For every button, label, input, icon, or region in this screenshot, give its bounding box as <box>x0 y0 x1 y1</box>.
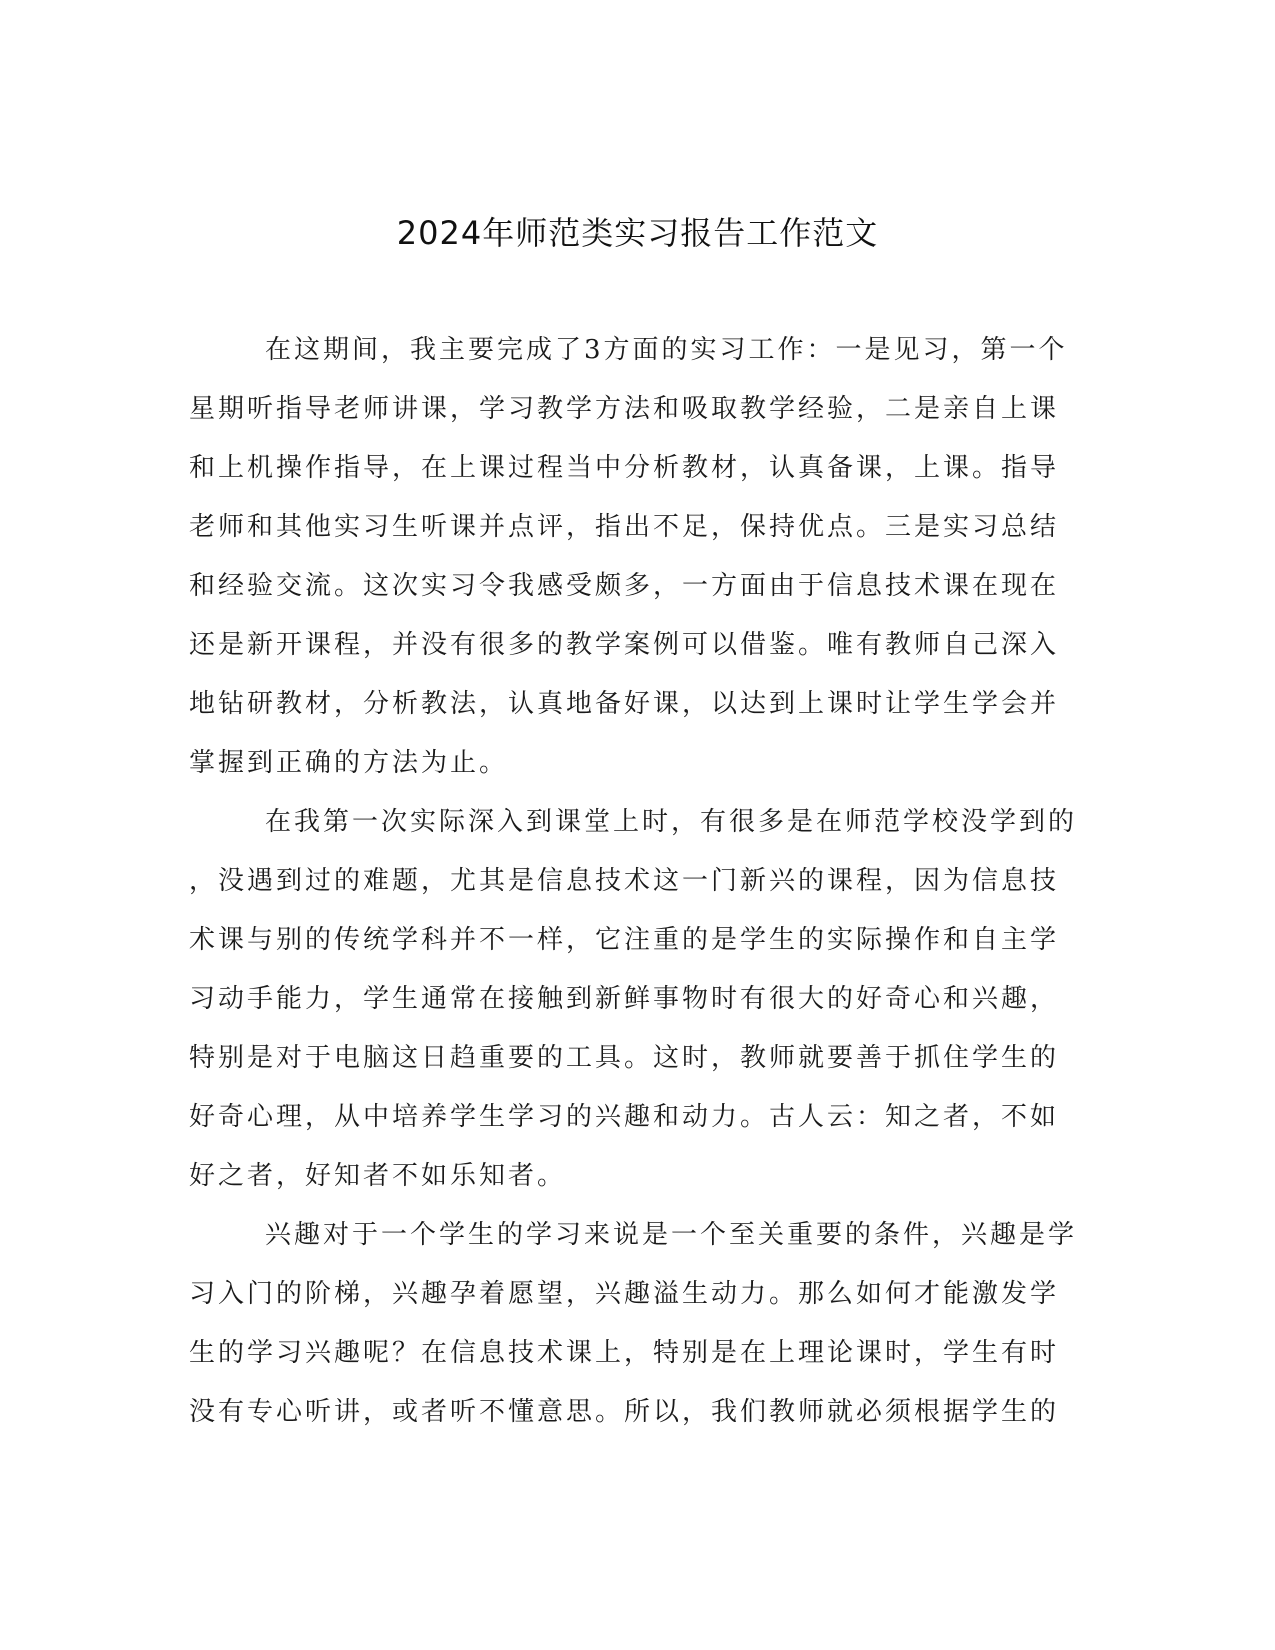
paragraph-1-line-7: 地钻研教材，分析教法，认真地备好课，以达到上课时让学生学会并 <box>189 689 1060 719</box>
paragraph-1-line-4: 老师和其他实习生听课并点评，指出不足，保持优点。三是实习总结 <box>189 512 1060 542</box>
paragraph-2-line-1: 在我第一次实际深入到课堂上时，有很多是在师范学校没学到的 <box>265 807 1078 837</box>
paragraph-3-line-1: 兴趣对于一个学生的学习来说是一个至关重要的条件，兴趣是学 <box>265 1220 1078 1250</box>
paragraph-1-line-6: 还是新开课程，并没有很多的教学案例可以借鉴。唯有教师自己深入 <box>189 630 1060 660</box>
paragraph-2-line-6: 好奇心理，从中培养学生学习的兴趣和动力。古人云：知之者，不如 <box>189 1102 1060 1132</box>
paragraph-2-line-2: ，没遇到过的难题，尤其是信息技术这一门新兴的课程，因为信息技 <box>189 866 1060 896</box>
paragraph-3-line-2: 习入门的阶梯，兴趣孕着愿望，兴趣溢生动力。那么如何才能激发学 <box>189 1279 1060 1309</box>
paragraph-3-line-4: 没有专心听讲，或者听不懂意思。所以，我们教师就必须根据学生的 <box>189 1397 1060 1427</box>
paragraph-1-line-2: 星期听指导老师讲课，学习教学方法和吸取教学经验，二是亲自上课 <box>189 394 1060 424</box>
paragraph-1-line-8: 掌握到正确的方法为止。 <box>189 748 509 778</box>
paragraph-1-line-1: 在这期间，我主要完成了3方面的实习工作：一是见习，第一个 <box>265 335 1068 365</box>
paragraph-1-line-5: 和经验交流。这次实习令我感受颇多，一方面由于信息技术课在现在 <box>189 571 1060 601</box>
paragraph-3-line-3: 生的学习兴趣呢？在信息技术课上，特别是在上理论课时，学生有时 <box>189 1338 1060 1368</box>
paragraph-2-line-7: 好之者，好知者不如乐知者。 <box>189 1161 567 1191</box>
paragraph-1-line-3: 和上机操作指导，在上课过程当中分析教材，认真备课，上课。指导 <box>189 453 1060 483</box>
paragraph-2-line-5: 特别是对于电脑这日趋重要的工具。这时，教师就要善于抓住学生的 <box>189 1043 1060 1073</box>
document-title: 2024年师范类实习报告工作范文 <box>396 214 879 252</box>
paragraph-2-line-3: 术课与别的传统学科并不一样，它注重的是学生的实际操作和自主学 <box>189 925 1060 955</box>
paragraph-2-line-4: 习动手能力，学生通常在接触到新鲜事物时有很大的好奇心和兴趣， <box>189 984 1060 1014</box>
